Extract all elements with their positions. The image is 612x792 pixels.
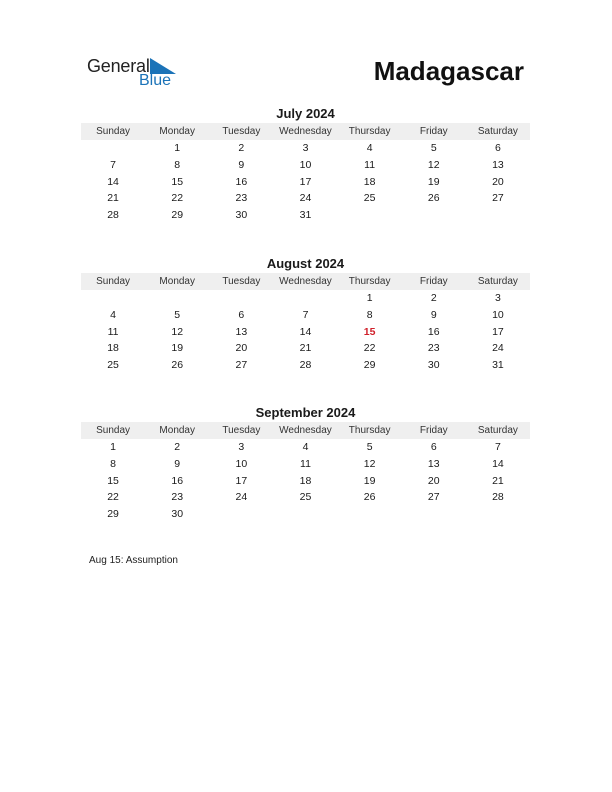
month-september <box>81 404 530 523</box>
day-cell: 6 <box>238 308 245 321</box>
day-cell: 14 <box>299 325 312 338</box>
weekday-label: Tuesday <box>222 126 261 137</box>
day-cell: 12 <box>427 158 440 171</box>
day-cell: 23 <box>427 342 440 355</box>
day-cell: 9 <box>430 308 437 321</box>
day-cell: 7 <box>302 308 309 321</box>
weekday-label: Sunday <box>96 276 131 287</box>
day-cell: 26 <box>427 192 440 205</box>
week-row <box>81 340 530 357</box>
day-cell: 10 <box>492 308 504 321</box>
day-cell: 24 <box>235 491 248 504</box>
day-cell: 29 <box>107 508 119 521</box>
week-row <box>81 324 530 341</box>
day-cell: 28 <box>492 491 504 504</box>
day-cell: 22 <box>171 192 184 205</box>
week-row <box>81 357 530 374</box>
weekday-label: Friday <box>419 126 448 137</box>
week-row <box>81 174 530 191</box>
generalblue-logo <box>87 56 187 92</box>
day-cell: 14 <box>492 457 504 470</box>
day-cell: 12 <box>171 325 184 338</box>
day-cell: 16 <box>235 175 248 188</box>
day-cell: 31 <box>299 209 312 222</box>
day-cell: 10 <box>235 457 248 470</box>
week-row <box>81 290 530 307</box>
day-cell: 25 <box>299 491 312 504</box>
day-cell: 16 <box>427 325 440 338</box>
week-row <box>81 473 530 490</box>
day-cell: 21 <box>492 474 504 487</box>
weekday-label: Monday <box>159 126 195 137</box>
day-cell: 2 <box>174 441 181 453</box>
day-cell: 27 <box>492 192 504 205</box>
week-row <box>81 190 530 207</box>
day-cell: 9 <box>174 457 181 470</box>
month-title: August 2024 <box>266 256 345 271</box>
day-cell: 21 <box>107 192 119 205</box>
day-cell: 22 <box>363 342 376 355</box>
weekday-label: Wednesday <box>279 126 332 137</box>
weekday-label: Monday <box>159 276 195 287</box>
day-cell: 25 <box>363 192 376 205</box>
weekday-label: Wednesday <box>279 425 332 436</box>
day-cell: 17 <box>299 175 312 188</box>
day-cell: 27 <box>235 359 248 372</box>
day-cell: 26 <box>363 491 376 504</box>
day-cell: 13 <box>235 325 248 338</box>
day-cell: 19 <box>363 474 376 487</box>
month-title: September 2024 <box>255 405 356 420</box>
day-cell: 17 <box>235 474 248 487</box>
day-cell: 13 <box>492 158 504 171</box>
weekday-label: Thursday <box>348 126 391 137</box>
weekday-label: Thursday <box>348 425 391 436</box>
day-cell: 9 <box>238 158 245 171</box>
day-cell: 25 <box>107 359 119 372</box>
day-cell: 7 <box>110 158 116 171</box>
weekday-label: Wednesday <box>279 276 332 287</box>
week-row <box>81 439 530 456</box>
holiday-footnote: Aug 15: Assumption <box>89 555 178 566</box>
day-cell: 2 <box>238 142 245 154</box>
day-cell: 30 <box>171 508 184 521</box>
day-cell: 20 <box>492 175 504 188</box>
weekday-label: Saturday <box>477 425 518 436</box>
week-row <box>81 506 530 523</box>
day-cell: 4 <box>302 441 309 453</box>
day-cell: 17 <box>492 325 504 338</box>
week-row <box>81 456 530 473</box>
day-cell: 26 <box>171 359 184 372</box>
day-cell: 1 <box>110 441 116 453</box>
day-cell: 12 <box>363 457 376 470</box>
day-cell: 7 <box>494 441 501 453</box>
day-cell: 4 <box>110 308 116 321</box>
day-cell <box>338 207 402 224</box>
day-cell: 1 <box>366 292 373 304</box>
weekday-header-row <box>81 273 530 290</box>
day-cell <box>273 506 337 523</box>
day-cell: 11 <box>300 457 311 470</box>
day-cell: 16 <box>171 474 184 487</box>
day-cell: 5 <box>174 308 181 321</box>
day-cell <box>402 207 466 224</box>
day-cell: 8 <box>174 158 181 171</box>
day-cell: 11 <box>364 158 376 171</box>
day-cell: 29 <box>171 209 184 222</box>
day-cell: 3 <box>238 441 245 453</box>
day-cell: 14 <box>107 175 119 188</box>
day-cell: 6 <box>430 441 437 453</box>
day-cell <box>466 207 530 224</box>
month-title: July 2024 <box>276 106 335 121</box>
day-cell: 24 <box>299 192 312 205</box>
month-july <box>81 105 530 224</box>
weekday-label: Tuesday <box>222 425 261 436</box>
day-cell: 23 <box>235 192 248 205</box>
day-cell: 30 <box>427 359 440 372</box>
day-cell: 23 <box>171 491 184 504</box>
day-cell <box>273 290 337 307</box>
day-cell <box>402 506 466 523</box>
weekday-label: Friday <box>419 425 448 436</box>
week-row <box>81 207 530 224</box>
weekday-label: Saturday <box>477 126 518 137</box>
day-cell: 29 <box>363 359 376 372</box>
day-cell: 6 <box>494 142 501 154</box>
weekday-label: Thursday <box>348 276 391 287</box>
day-cell: 3 <box>494 292 501 304</box>
logo-general-text: General <box>87 56 150 76</box>
day-cell: 8 <box>366 308 373 321</box>
weekday-label: Monday <box>159 425 195 436</box>
weekday-label: Sunday <box>96 126 131 137</box>
day-cell: 13 <box>427 457 440 470</box>
weekday-label: Friday <box>419 276 448 287</box>
day-cell <box>145 290 209 307</box>
weekday-label: Tuesday <box>222 276 261 287</box>
week-row <box>81 307 530 324</box>
day-cell: 5 <box>430 142 437 154</box>
day-cell: 18 <box>299 474 312 487</box>
day-cell: 3 <box>302 142 309 154</box>
day-cell: 10 <box>299 158 312 171</box>
day-cell <box>338 506 402 523</box>
holiday-day-cell: 15 <box>363 325 376 338</box>
weekday-header-row <box>81 123 530 140</box>
day-cell: 22 <box>107 491 119 504</box>
weekday-label: Sunday <box>96 425 131 436</box>
day-cell: 11 <box>107 325 119 338</box>
day-cell <box>81 290 145 307</box>
day-cell: 19 <box>427 175 440 188</box>
logo-blue-text: Blue <box>139 72 172 89</box>
day-cell: 19 <box>171 342 184 355</box>
month-august <box>81 255 530 374</box>
day-cell: 31 <box>492 359 504 372</box>
day-cell: 28 <box>107 209 119 222</box>
day-cell: 20 <box>427 474 440 487</box>
day-cell: 18 <box>107 342 119 355</box>
day-cell <box>209 506 273 523</box>
day-cell: 20 <box>235 342 248 355</box>
day-cell: 30 <box>235 209 248 222</box>
day-cell: 24 <box>492 342 504 355</box>
day-cell <box>466 506 530 523</box>
day-cell: 15 <box>171 175 184 188</box>
weekday-header-row <box>81 422 530 439</box>
weekday-label: Saturday <box>477 276 518 287</box>
day-cell: 21 <box>299 342 312 355</box>
week-row <box>81 140 530 157</box>
day-cell: 27 <box>427 491 440 504</box>
day-cell: 4 <box>366 142 373 154</box>
day-cell: 1 <box>174 142 181 154</box>
day-cell: 8 <box>110 457 116 470</box>
day-cell: 5 <box>366 441 373 453</box>
day-cell: 18 <box>363 175 376 188</box>
week-row <box>81 157 530 174</box>
week-row <box>81 489 530 506</box>
day-cell <box>81 140 145 157</box>
day-cell: 28 <box>299 359 312 372</box>
day-cell: 15 <box>107 474 119 487</box>
day-cell: 2 <box>430 292 437 304</box>
country-title: Madagascar <box>373 56 524 86</box>
day-cell <box>209 290 273 307</box>
